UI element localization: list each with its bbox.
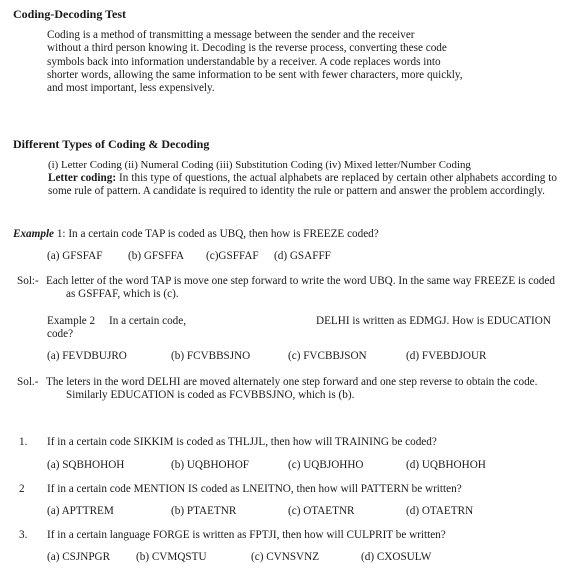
example-1-options (47, 250, 547, 264)
option-c: (c) CVNSVNZ (251, 551, 320, 563)
question-1-text: If in a certain code SIKKIM is coded as THLJJL, then how will TRAINING be coded? (47, 436, 437, 448)
option-b: (b) GFSFFA (128, 250, 185, 262)
question-3-text: If in a certain language FORGE is written as FPTJI, then how will CULPRIT be written? (47, 529, 446, 541)
example-2-question (47, 315, 558, 329)
example-2-statement: DELHI is written as EDMGJ. How is EDUCATION (316, 315, 551, 327)
question-1-options (47, 459, 557, 473)
example-1-text: In a certain code TAP is coded as UBQ, then how is FREEZE coded? (68, 228, 379, 240)
example-2-options (47, 350, 557, 364)
example-2-sol-label: Sol.- (17, 376, 39, 388)
option-a: (a) SQBHOHOH (47, 459, 125, 471)
question-3-number: 3. (19, 529, 28, 541)
option-b: (b) PTAETNR (171, 505, 237, 517)
intro-line: shorter words, allowing the same information to be sent with fewer characters, more quickly, (47, 68, 463, 81)
option-b: (b) FCVBBSJNO (171, 350, 251, 362)
example-1-label: Example (13, 228, 55, 240)
option-c: (c)GSFFAF (206, 250, 259, 262)
letter-coding-label: Letter coding: (48, 172, 117, 184)
example-1-question (13, 228, 558, 241)
coding-types-list: (i) Letter Coding (ii) Numeral Coding (iii) Substitution Coding (iv) Mixed letter/Number Coding (48, 159, 471, 171)
option-d: (d) FVEBDJOUR (406, 350, 487, 362)
option-c: (c) FVCBBJSON (288, 350, 367, 362)
example-2-solution (46, 376, 557, 403)
question-3-options (47, 551, 557, 565)
option-b: (b) UQBHOHOF (171, 459, 250, 471)
option-c: (c) OTAETNR (288, 505, 355, 517)
heading-types-of-coding: Different Types of Coding & Decoding (13, 137, 210, 151)
example-1-number: 1: (56, 228, 66, 240)
question-2-text: If in a certain code MENTION IS coded as LNEITNO, then how will PATTERN be written? (47, 483, 462, 495)
letter-coding-paragraph (48, 172, 557, 199)
option-b: (b) CVMQSTU (136, 551, 207, 563)
letter-coding-text: In this type of questions, the actual alphabets are replaced by certain other alphabets according to some rule of pattern. A candidate is required to identity the rule or pattern and answer the problem accordingly. (48, 172, 557, 198)
example-1-solution-text: Each letter of the word TAP is move one step forward to write the word UBQ. In the same way FREEZE is coded as GSFFAF, which is (c). (46, 275, 555, 301)
intro-line: without a third person knowing it. Decoding is the reverse process, converting these code (47, 42, 447, 55)
option-d: (d) CXOSULW (361, 551, 432, 563)
question-2-number: 2 (19, 483, 25, 495)
example-2-solution-text: The leters in the word DELHI are moved alternately one step forward and one step reverse to obtain the code. Similarly EDUCATION is coded as FCVBBSJNO, which is (b). (46, 376, 538, 402)
question-2-options (47, 505, 557, 519)
intro-line: symbols back into information understandable by a receiver. A code replaces words into (47, 55, 441, 68)
question-1-number: 1. (19, 436, 28, 448)
option-a: (a) APTTREM (47, 505, 114, 517)
example-2-continuation: code? (47, 328, 74, 340)
option-d: (d) UQBHOHOH (406, 459, 486, 471)
option-c: (c) UQBJOHHO (288, 459, 364, 471)
option-a: (a) CSJNPGR (47, 551, 111, 563)
example-2-label: Example 2 (47, 315, 96, 327)
example-1-solution (46, 275, 557, 302)
option-a: (a) GFSFAF (47, 250, 103, 262)
heading-coding-decoding-test: Coding-Decoding Test (13, 7, 127, 21)
option-a: (a) FEVDBUJRO (47, 350, 127, 362)
option-d: (d) GSAFFF (274, 250, 331, 262)
example-1-sol-label: Sol:- (17, 275, 39, 287)
intro-line: Coding is a method of transmitting a message between the sender and the receiver (47, 29, 415, 41)
intro-paragraph (47, 29, 557, 95)
example-2-intro: In a certain code, (109, 315, 187, 327)
option-d: (d) OTAETRN (406, 505, 474, 517)
intro-line: and most important, less expensively. (47, 82, 215, 95)
